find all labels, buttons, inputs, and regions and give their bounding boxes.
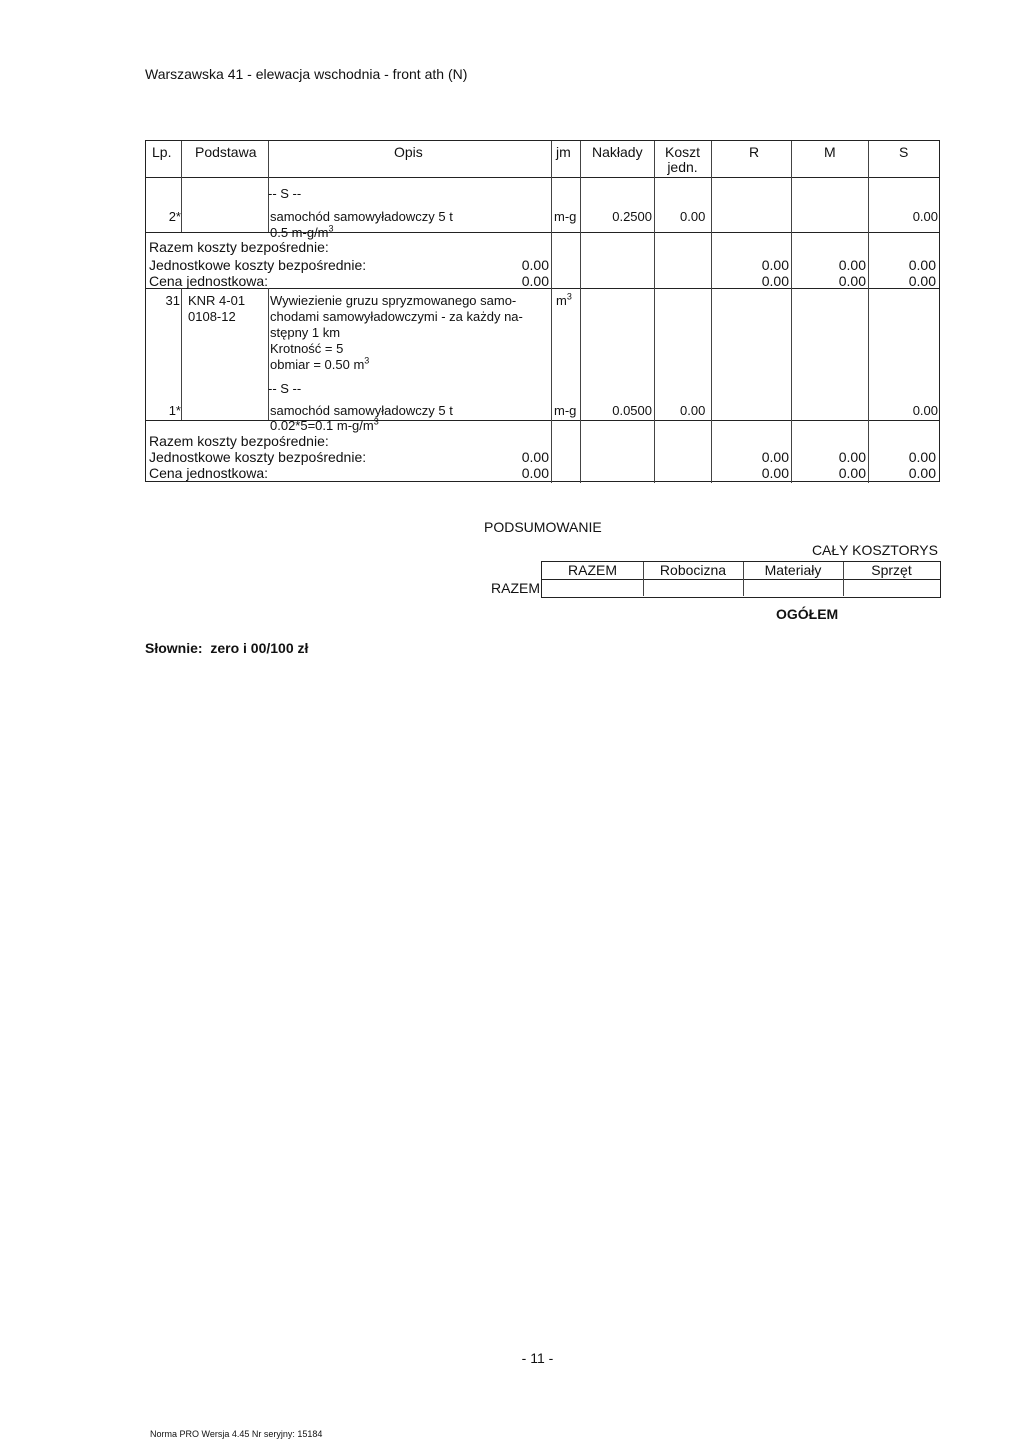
jednostkowe-m: 0.00 [838,257,866,273]
cena-r: 0.00 [761,465,789,481]
resource-koszt: 0.00 [680,209,706,224]
resource-type: -- S -- [268,186,302,201]
col-divider [791,141,792,483]
resource-name: samochód samowyładowczy 5 t [270,403,453,418]
resource-naklady: 0.0500 [612,403,652,418]
jednostkowe-total: 0.00 [521,257,549,273]
col-header-podstawa: Podstawa [195,144,257,160]
position-lp: 31 [165,293,180,308]
position-opis-line3: stępny 1 km [270,325,341,340]
resource-norm: 0.02*5=0.1 $m-g/m^3$ [270,416,379,433]
jednostkowe-s: 0.00 [908,257,936,273]
jednostkowe-label: Jednostkowe koszty bezpośrednie: [149,257,367,273]
col-header-lp: Lp. [152,144,172,160]
col-divider [181,141,182,232]
jednostkowe-r: 0.00 [761,257,789,273]
jednostkowe-s: 0.00 [908,449,936,465]
position-opis-line1: Wywiezienie gruzu spryzmowanego samo- [270,293,517,308]
summary-table [541,561,941,598]
resource-naklady: 0.2500 [612,209,652,224]
position-opis-line4: Krotność = 5 [270,341,344,356]
cena-s: 0.00 [908,465,936,481]
amount-in-words-label: Słownie: [145,640,203,656]
footer-software-info: Norma PRO Wersja 4.45 Nr seryjny: 15184 [150,1429,323,1439]
summary-col-materialy: Materiały [764,562,822,578]
summary-title: PODSUMOWANIE [484,519,602,535]
resource-norm: 0.5 $m-g/m^3$ [270,223,334,240]
cost-table [145,140,940,482]
col-header-koszt-jedn: jedn. [667,159,698,175]
col-divider [711,141,712,483]
position-opis-line5: obmiar = 0.50 $m^3$ [270,355,370,372]
razem-label: Razem koszty bezpośrednie: [149,433,329,449]
col-header-r: R [749,144,760,160]
cena-total: 0.00 [521,273,549,289]
summary-row-label: RAZEM [491,580,540,596]
cena-m: 0.00 [838,465,866,481]
summary-caption: CAŁY KOSZTORYS [811,542,938,558]
resource-type: -- S -- [268,381,302,396]
cena-label: Cena jednostkowa: [149,273,269,289]
amount-in-words [145,640,308,656]
col-divider [654,141,655,483]
col-header-m: M [824,144,836,160]
page-number: - 11 - [521,1350,554,1366]
col-divider [551,141,552,483]
summary-col-robocizna: Robocizna [659,562,727,578]
cena-r: 0.00 [761,273,789,289]
cena-total: 0.00 [521,465,549,481]
col-divider [868,141,869,483]
col-divider [181,288,182,420]
jednostkowe-total: 0.00 [521,449,549,465]
position-opis-line2: chodami samowyładowczymi - za każdy na- [270,309,523,324]
cena-label: Cena jednostkowa: [149,465,269,481]
jednostkowe-label: Jednostkowe koszty bezpośrednie: [149,449,367,465]
header-divider [146,177,939,178]
col-header-naklady: Nakłady [592,144,643,160]
cena-m: 0.00 [838,273,866,289]
position-podstawa-line2: 0108-12 [188,309,236,324]
resource-s: 0.00 [912,403,938,418]
cena-s: 0.00 [908,273,936,289]
amount-in-words-value: zero i 00/100 zł [210,640,309,656]
position-podstawa-line1: KNR 4-01 [188,293,246,308]
row-divider [146,420,939,421]
col-header-s: S [899,144,909,160]
resource-koszt: 0.00 [680,403,706,418]
overall-label: OGÓŁEM [776,606,839,622]
col-header-opis: Opis [394,144,423,160]
resource-s: 0.00 [912,209,938,224]
row-divider [146,232,939,233]
resource-lp: 2* [168,209,181,224]
jednostkowe-r: 0.00 [761,449,789,465]
resource-lp: 1* [168,403,181,418]
summary-divider [542,579,940,580]
resource-name: samochód samowyładowczy 5 t [270,209,453,224]
resource-unit: m-g [554,209,577,224]
document-title: Warszawska 41 - elewacja wschodnia - front ath (N) [145,66,468,82]
position-unit: $m^3$ [556,291,572,308]
summary-col-razem: RAZEM [568,562,617,578]
col-divider [580,141,581,483]
col-divider [268,288,269,420]
col-header-koszt: Koszt [664,144,700,160]
summary-col-sprzet: Sprzęt [871,562,912,578]
col-header-jm: jm [556,144,571,160]
razem-label: Razem koszty bezpośrednie: [149,239,329,255]
jednostkowe-m: 0.00 [838,449,866,465]
resource-unit: m-g [554,403,577,418]
